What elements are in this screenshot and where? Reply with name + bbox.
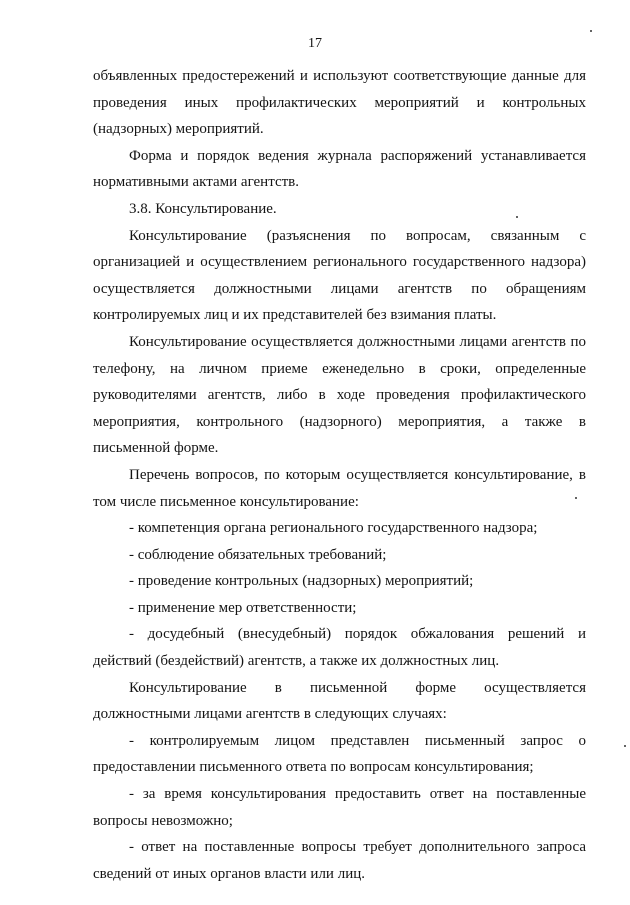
scan-speck xyxy=(575,497,577,499)
list-item: - компетенция органа регионального государственного надзора; xyxy=(129,520,538,537)
paragraph: Консультирование осуществляется должностными лицами агентств по телефону, на личном приеме еженедельно в сроки, определенные руководителями агентств, либо в ходе проведения профилактического мероприятия, контрольного (надзорного) мероприятия, а также в письменной форме. xyxy=(93,333,586,457)
scan-speck xyxy=(590,30,592,32)
page-number: 17 xyxy=(308,36,322,51)
list-item: - ответ на поставленные вопросы требует дополнительного запроса сведений от иных органов власти или лиц. xyxy=(93,839,586,882)
paragraph: Форма и порядок ведения журнала распоряжений устанавливается нормативными актами агентств. xyxy=(93,147,586,191)
scan-speck xyxy=(624,745,626,747)
section-heading: 3.8. Консультирование. xyxy=(129,200,277,217)
list-item: - контролируемым лицом представлен письменный запрос о предоставлении письменного ответа по вопросам консультирования; xyxy=(93,732,586,776)
list-item: - досудебный (внесудебный) порядок обжалования решений и действий (бездействий) агентств, а также их должностных лиц. xyxy=(93,626,586,670)
list-item: - за время консультирования предоставить ответ на поставленные вопросы невозможно; xyxy=(93,786,586,829)
list-item: - соблюдение обязательных требований; xyxy=(129,546,387,563)
list-item: - применение мер ответственности; xyxy=(129,599,357,616)
paragraph: Консультирование в письменной форме осуществляется должностными лицами агентств в следующих случаях: xyxy=(93,679,586,723)
paragraph: объявленных предостережений и используют соответствующие данные для проведения иных профилактических мероприятий и контрольных (надзорных) мероприятий. xyxy=(93,68,586,138)
paragraph: Перечень вопросов, по которым осуществляется консультирование, в том числе письменное консультирование: xyxy=(93,466,586,510)
list-item: - проведение контрольных (надзорных) мероприятий; xyxy=(129,573,474,590)
paragraph: Консультирование (разъяснения по вопросам, связанным с организацией и осуществлением регионального государственного надзора) осуществляется должностными лицами агентств по обращениям контролируемых лиц и их представителей без взимания платы. xyxy=(93,227,586,324)
document-body xyxy=(93,63,586,887)
scan-speck xyxy=(516,216,518,218)
